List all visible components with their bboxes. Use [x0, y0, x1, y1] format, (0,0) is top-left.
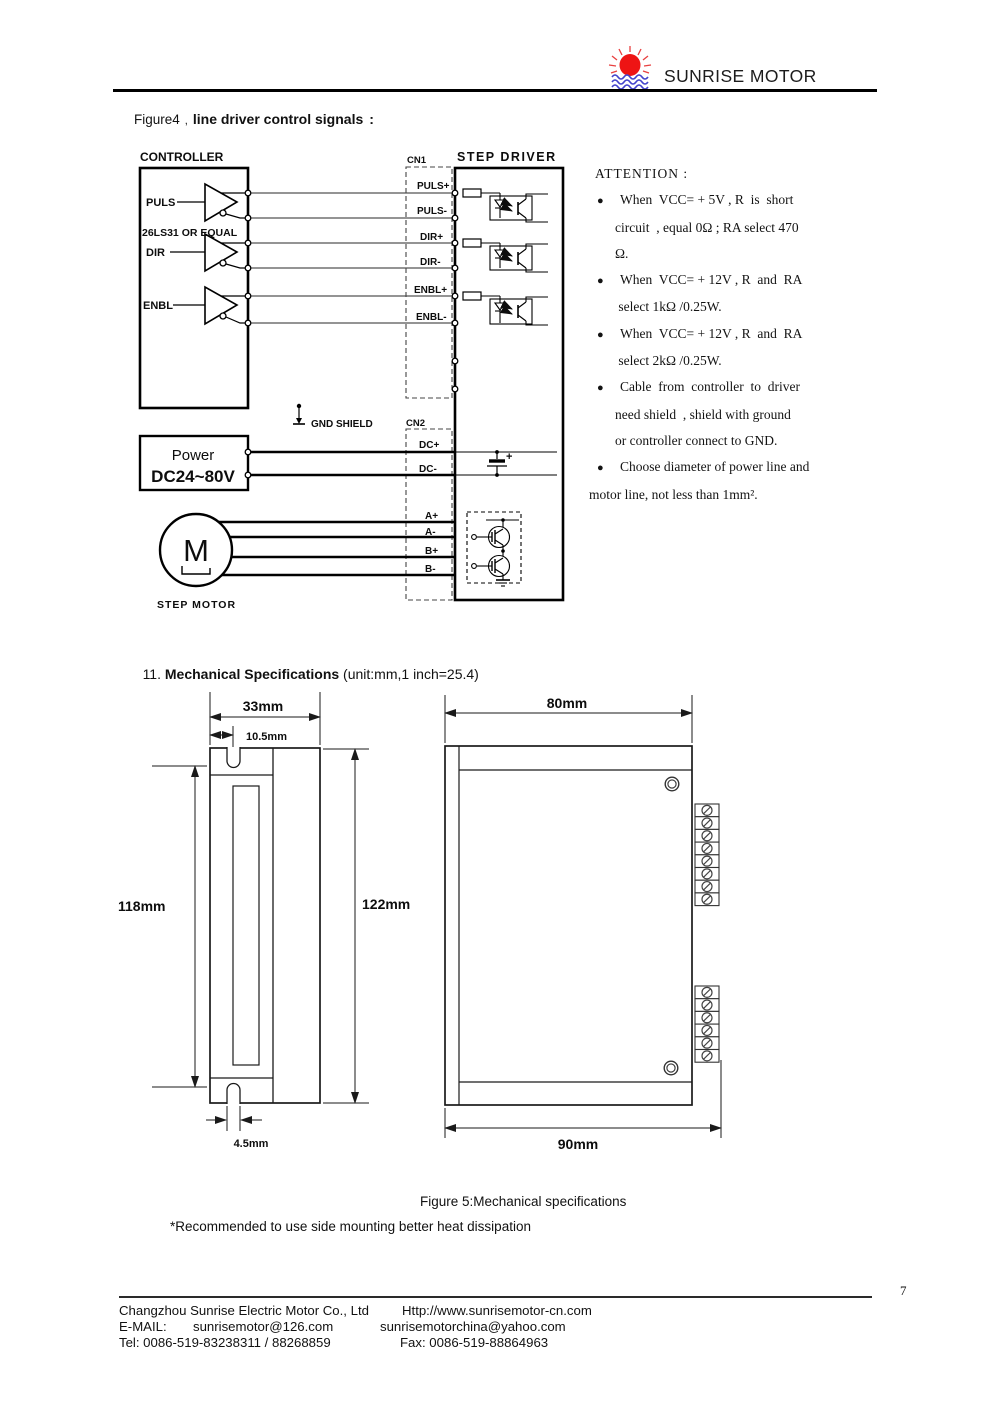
- sun-disc: [620, 54, 641, 76]
- bullet-icon: ●: [597, 382, 604, 395]
- puls-input-label: PULS: [146, 197, 176, 209]
- section-unit-note: (unit:mm,1 inch=25.4): [339, 666, 479, 682]
- motor-letter: M: [183, 533, 209, 568]
- bullet-icon: ●: [597, 195, 604, 208]
- figure4-prefix: Figure4: [134, 112, 180, 127]
- footer-email-2: sunrisemotorchina@yahoo.com: [380, 1319, 566, 1334]
- gnd-shield-label: GND SHIELD: [311, 419, 373, 430]
- bullet-icon: ●: [597, 462, 604, 475]
- attention-notes: [588, 161, 893, 508]
- terminal-block-upper: [695, 804, 719, 906]
- gnd-shield-symbol: [293, 404, 305, 424]
- pin-enbl-plus: ENBL+: [414, 285, 448, 296]
- screw-hole-top: [665, 777, 679, 791]
- attention-item: ● Cable from controller to driver: [588, 374, 893, 401]
- pin-dc-minus: DC-: [419, 464, 437, 475]
- dim-33mm: 33mm: [242, 698, 284, 714]
- section-number: 11.: [142, 666, 165, 682]
- pin-a-plus: A+: [425, 511, 439, 522]
- dim-4-5mm: 4.5mm: [233, 1138, 269, 1150]
- attention-item-cont: need shield , shield with ground: [615, 406, 791, 422]
- mounting-recommendation: *Recommended to use side mounting better heat dissipation: [170, 1219, 531, 1234]
- controller-label: CONTROLLER: [140, 150, 224, 164]
- footer-website: Http://www.sunrisemotor-cn.com: [402, 1303, 592, 1318]
- attention-item: ● When VCC= + 12V , R and RA: [588, 267, 893, 294]
- dim-90mm: 90mm: [557, 1136, 599, 1152]
- attention-item-cont: select 1kΩ /0.25W.: [615, 299, 722, 315]
- attention-item-cont: circuit , equal 0Ω ; RA select 470: [615, 219, 799, 235]
- dim-118mm: 118mm: [118, 898, 166, 914]
- footer-email-label: E-MAIL:: [119, 1319, 167, 1334]
- cn1-label: CN1: [407, 155, 427, 166]
- attention-item-cont: select 2kΩ /0.25W.: [615, 353, 722, 369]
- enbl-input-label: ENBL: [143, 300, 173, 312]
- attention-item: ● When VCC= + 12V , R and RA: [588, 321, 893, 348]
- pin-dir-minus: DIR-: [420, 257, 441, 268]
- footer-company: Changzhou Sunrise Electric Motor Co., Ltd: [119, 1303, 369, 1318]
- vent-slot: [233, 786, 259, 1065]
- pin-b-plus: B+: [425, 546, 439, 557]
- pin-enbl-minus: ENBL-: [416, 312, 447, 323]
- bullet-icon: ●: [597, 328, 604, 341]
- cn2-label: CN2: [406, 418, 426, 429]
- attention-item-cont: Ω.: [615, 245, 629, 261]
- figure4-label: line driver control signals: [192, 111, 364, 127]
- attention-item-cont: motor line, not less than 1mm².: [589, 486, 758, 502]
- driver-chip-label: 26LS31 OR EQUAL: [142, 227, 238, 239]
- pin-puls-minus: PULS-: [417, 206, 447, 217]
- mounting-slot-top: [227, 747, 240, 768]
- water-waves: [612, 75, 648, 89]
- footer-tel: Tel: 0086-519-83238311 / 88268859: [119, 1335, 331, 1350]
- motor-wires: [219, 522, 455, 575]
- header-rule: [113, 89, 877, 92]
- power-label: Power: [171, 447, 215, 464]
- cn1-connector: [406, 167, 452, 398]
- attention-item: ● Choose diameter of power line and: [588, 454, 893, 481]
- terminal-block-lower: [695, 986, 719, 1062]
- mechanical-drawing: [108, 683, 772, 1165]
- pin-puls-plus: PULS+: [417, 181, 450, 192]
- brand-title: SUNRISE MOTOR: [664, 66, 817, 86]
- figure4-comma: ,: [184, 115, 188, 127]
- side-view-body: [210, 747, 320, 1104]
- sunrise-logo-icon: [603, 42, 659, 92]
- figure4-colon: :: [369, 111, 374, 127]
- bullet-icon: ●: [597, 275, 604, 288]
- page-number: 7: [900, 1283, 907, 1298]
- line-driver-buffers: [205, 184, 237, 324]
- mounting-slot-bottom: [227, 1084, 240, 1105]
- figure5-caption: Figure 5:Mechanical specifications: [420, 1194, 627, 1209]
- footer-email-1: sunrisemotor@126.com: [193, 1319, 334, 1334]
- dir-input-label: DIR: [146, 247, 165, 259]
- step-driver-label: STEP DRIVER: [457, 150, 557, 164]
- dim-122mm: 122mm: [362, 896, 411, 912]
- pin-b-minus: B-: [425, 564, 436, 575]
- attention-item: ● When VCC= + 5V , R is short: [588, 187, 893, 214]
- figure4-title: [119, 96, 374, 142]
- power-voltage: DC24~80V: [151, 467, 235, 486]
- section-title: Mechanical Specifications: [164, 666, 340, 682]
- step-motor-label: STEP MOTOR: [157, 599, 237, 611]
- attention-item-cont: or controller connect to GND.: [615, 432, 778, 448]
- footer-fax: Fax: 0086-519-88864963: [400, 1335, 549, 1350]
- pin-a-minus: A-: [425, 527, 436, 538]
- dim-80mm: 80mm: [546, 695, 588, 711]
- screw-hole-bottom: [664, 1061, 678, 1075]
- capacitor-plus-sign: +: [506, 451, 513, 463]
- face-view-body: [445, 746, 692, 1105]
- pin-dir-plus: DIR+: [420, 232, 444, 243]
- attention-heading: ATTENTION :: [595, 166, 689, 181]
- footer-rule: [119, 1296, 872, 1298]
- wiring-schematic: [128, 138, 598, 643]
- dim-10-5mm: 10.5mm: [246, 731, 287, 743]
- pin-dc-plus: DC+: [419, 440, 440, 451]
